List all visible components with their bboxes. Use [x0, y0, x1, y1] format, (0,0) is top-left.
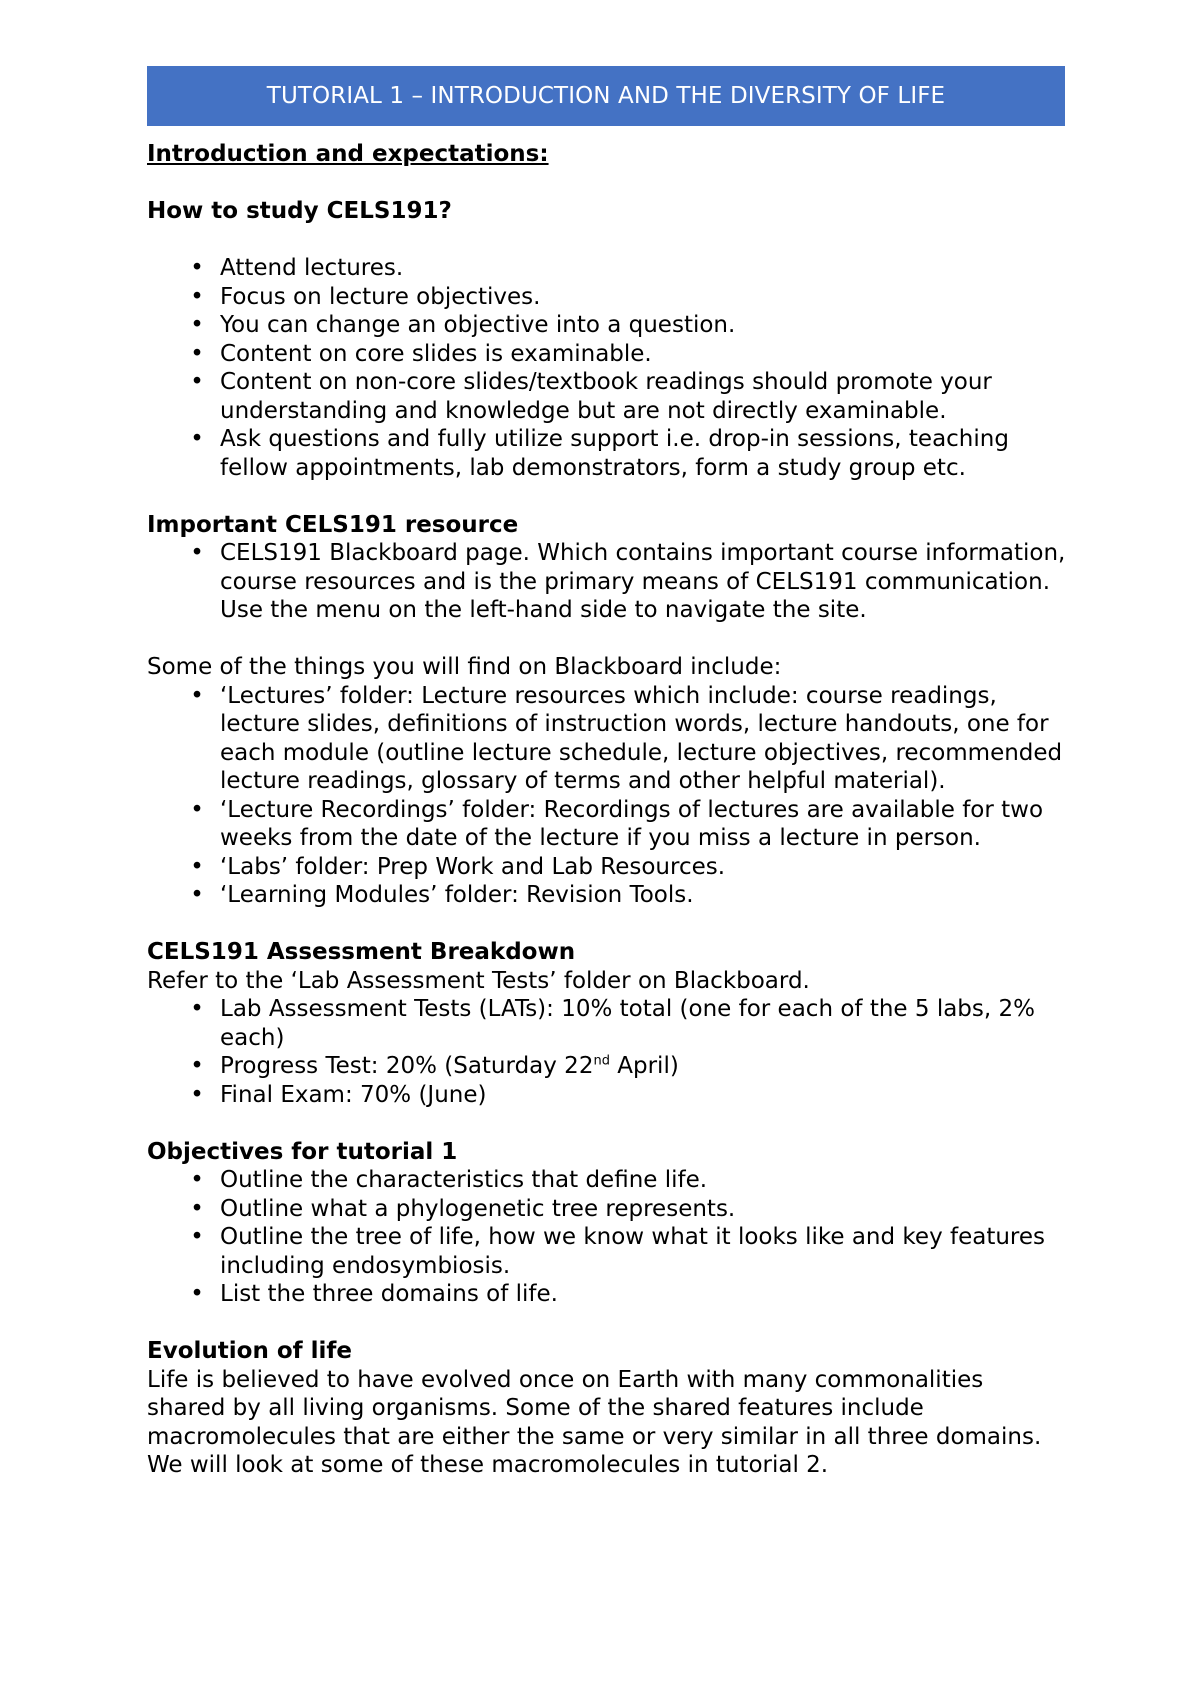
spacer: [147, 1309, 1067, 1338]
bullet-icon: •: [190, 283, 204, 310]
list-item-text: Content on non-core slides/textbook readings should promote your understanding and knowledge but are not directly examinable.: [220, 369, 992, 424]
list-item-text: List the three domains of life.: [220, 1281, 558, 1307]
list-item-text: ‘Lecture Recordings’ folder: Recordings of lectures are available for two weeks from the date of the lecture if you miss a lecture in person.: [220, 796, 1044, 851]
title-banner: [147, 66, 1065, 126]
list-item-text: ‘Labs’ folder: Prep Work and Lab Resources.: [220, 853, 726, 880]
bullet-icon: •: [190, 1081, 204, 1108]
spacer: [147, 169, 1067, 198]
list-item-text: Content on core slides is examinable.: [220, 340, 652, 367]
list-item: [147, 1052, 1067, 1081]
list-item: [147, 254, 1067, 283]
list-item-text: Focus on lecture objectives.: [220, 283, 541, 310]
list-item: [147, 368, 1067, 425]
list-item-text: Attend lectures.: [220, 255, 404, 281]
bullet-icon: •: [190, 255, 204, 281]
bullet-icon: •: [190, 340, 204, 367]
ordinal-suffix: nd: [593, 1053, 610, 1069]
bullet-icon: •: [190, 1053, 204, 1079]
bullet-icon: •: [190, 1167, 204, 1193]
intro-heading: Introduction and expectations:: [147, 141, 549, 167]
list-item-text: ‘Lectures’ folder: Lecture resources which include: course readings, lecture slides, definitions of instruction words, lecture handouts, one for each module (outline lecture schedule, lecture objectives, recommended lecture readings, glossary of terms and other helpful material).: [220, 682, 1063, 794]
list-item: [147, 1280, 1067, 1309]
list-item-text: Final Exam: 70% (June): [220, 1081, 487, 1108]
spacer: [147, 482, 1067, 511]
assessment-heading: CELS191 Assessment Breakdown: [147, 939, 576, 965]
bullet-icon: •: [190, 540, 204, 566]
spacer: [147, 1109, 1067, 1138]
list-item: [147, 340, 1067, 369]
study-heading: How to study CELS191?: [147, 198, 452, 224]
spacer: [147, 226, 1067, 255]
spacer: [147, 910, 1067, 939]
assessment-intro: Refer to the ‘Lab Assessment Tests’ folder on Blackboard.: [147, 967, 810, 994]
bullet-icon: •: [190, 312, 204, 338]
study-list: [147, 254, 1067, 482]
list-item: [147, 311, 1067, 340]
list-item-text: Outline the characteristics that define life.: [220, 1167, 708, 1193]
list-item: [147, 1223, 1067, 1280]
evolution-text: Life is believed to have evolved once on Earth with many commonalities shared by all living organisms. Some of the shared features include macromolecules that are either the same or very similar in all three domains. We will look at some of these macromolecules in tutorial 2.: [147, 1366, 1042, 1478]
banner-title: TUTORIAL 1 – INTRODUCTION AND THE DIVERSITY OF LIFE: [266, 83, 946, 109]
progress-test-before: Progress Test: 20% (Saturday 22: [220, 1053, 594, 1079]
bullet-icon: •: [190, 796, 204, 823]
list-item-text: Lab Assessment Tests (LATs): 10% total (one for each of the 5 labs, 2% each): [220, 996, 1035, 1051]
list-item-text: Outline the tree of life, how we know what it looks like and key features including endosymbiosis.: [220, 1224, 1046, 1279]
list-item: [147, 425, 1067, 482]
resource-list: [147, 539, 1067, 625]
document-body: [147, 140, 1067, 1480]
blackboard-list: [147, 682, 1067, 910]
objectives-heading: Objectives for tutorial 1: [147, 1138, 458, 1165]
list-item: [147, 796, 1067, 853]
document-page: [147, 66, 1067, 1480]
resource-heading: Important CELS191 resource: [147, 511, 519, 538]
bullet-icon: •: [190, 853, 204, 880]
bullet-icon: •: [190, 882, 204, 908]
list-item-text: ‘Learning Modules’ folder: Revision Tools.: [220, 882, 694, 908]
assessment-list: [147, 995, 1067, 1109]
list-item-text: CELS191 Blackboard page. Which contains important course information, course resources and is the primary means of CELS191 communication. Use the menu on the left-hand side to navigate the site.: [220, 540, 1066, 623]
list-item-text: Outline what a phylogenetic tree represents.: [220, 1195, 736, 1222]
list-item: [147, 283, 1067, 312]
objectives-list: [147, 1166, 1067, 1309]
bullet-icon: •: [190, 682, 204, 709]
blackboard-intro: Some of the things you will find on Blackboard include:: [147, 654, 782, 680]
bullet-icon: •: [190, 1224, 204, 1250]
list-item: [147, 539, 1067, 625]
list-item: [147, 682, 1067, 796]
list-item: [147, 881, 1067, 910]
list-item: [147, 853, 1067, 882]
list-item: [147, 1166, 1067, 1195]
list-item: [147, 1195, 1067, 1224]
bullet-icon: •: [190, 1195, 204, 1222]
progress-test-after: April): [609, 1053, 679, 1079]
evolution-heading: Evolution of life: [147, 1338, 353, 1364]
bullet-icon: •: [190, 996, 204, 1022]
bullet-icon: •: [190, 426, 204, 452]
list-item: [147, 1081, 1067, 1110]
spacer: [147, 625, 1067, 654]
bullet-icon: •: [190, 369, 204, 395]
list-item: [147, 995, 1067, 1052]
list-item-text: Ask questions and fully utilize support i.e. drop-in sessions, teaching fellow appointments, lab demonstrators, form a study group etc.: [220, 426, 1009, 481]
list-item-text: You can change an objective into a question.: [220, 312, 736, 338]
bullet-icon: •: [190, 1281, 204, 1307]
